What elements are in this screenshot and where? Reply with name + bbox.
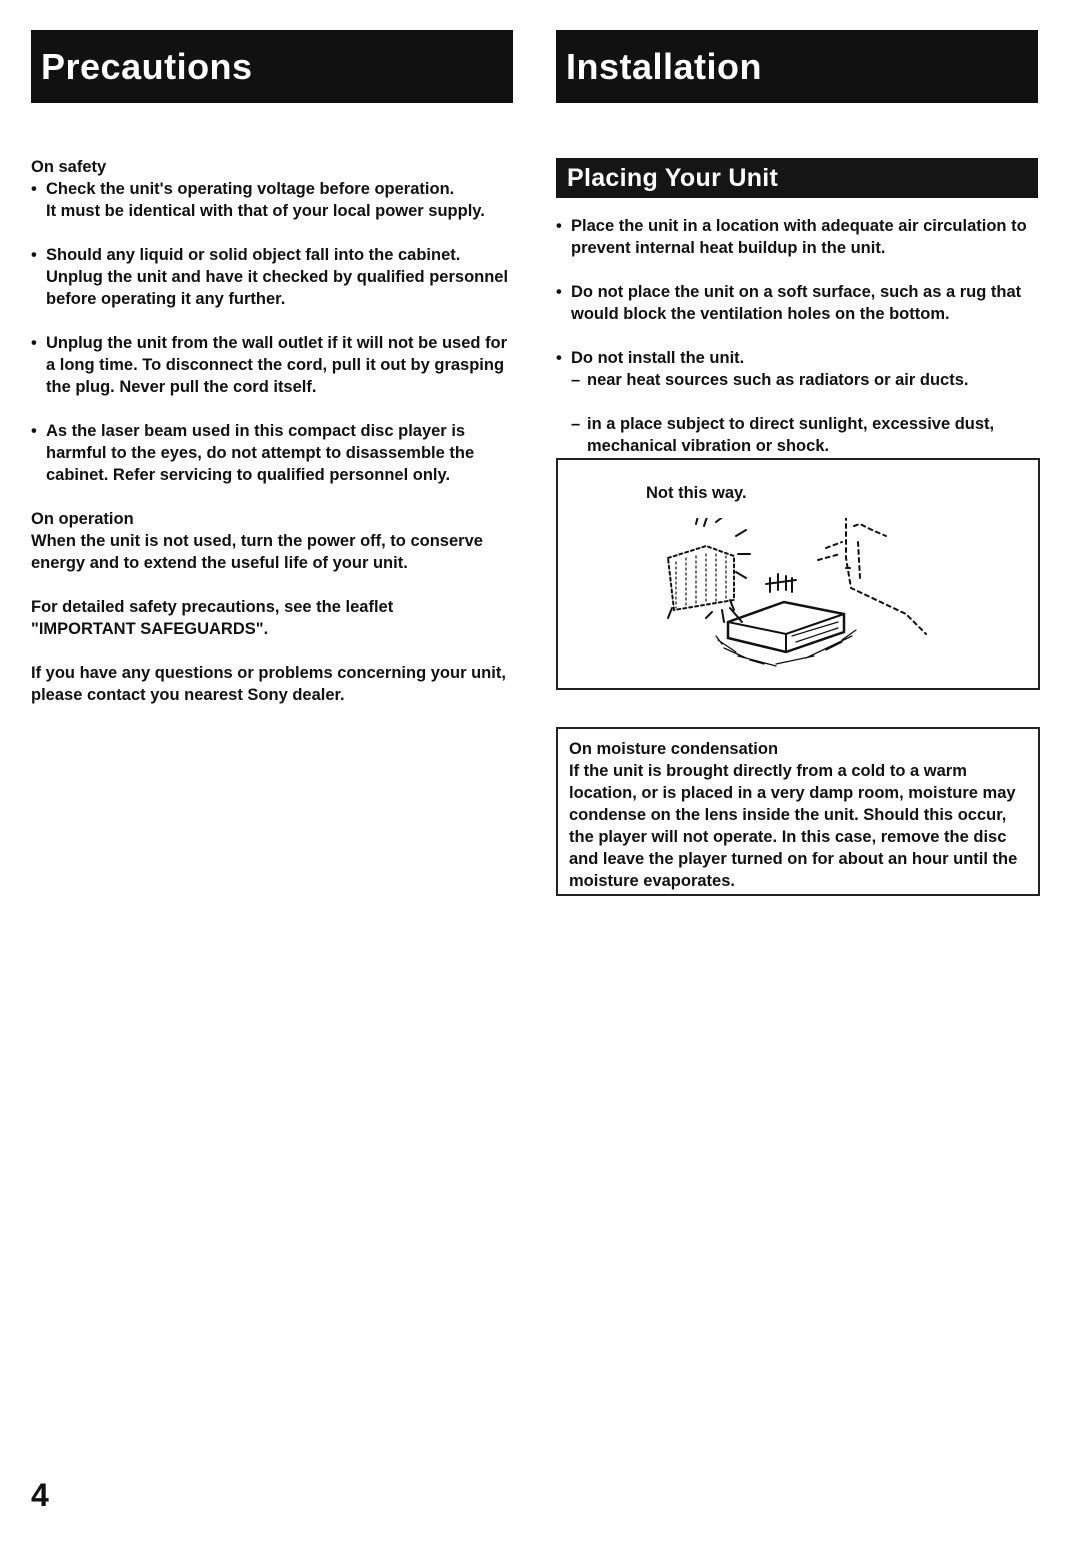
safety-item: • As the laser beam used in this compact disc player is harmful to the eyes, do not attempt to disassemble the cabinet. Refer servicing to qualified personnel only. — [31, 420, 513, 486]
placing-subitem: – near heat sources such as radiators or air ducts. — [571, 369, 1040, 391]
on-safety-heading: On safety — [31, 158, 107, 176]
placing-subitem: – in a place subject to direct sunlight, excessive dust, mechanical vibration or shock. — [571, 413, 1040, 457]
placing-list — [556, 215, 1040, 457]
on-operation-text: When the unit is not used, turn the power off, to conserve energy and to extend the useful life of your unit. — [31, 532, 483, 572]
placing-item — [556, 347, 1040, 457]
safety-item-line1: Check the unit's operating voltage before operation. — [46, 180, 455, 198]
placing-item-text: Do not install the unit. — [571, 349, 745, 367]
on-operation-heading: On operation — [31, 510, 134, 528]
moisture-heading: On moisture condensation — [569, 740, 779, 758]
precautions-title: Precautions — [31, 30, 513, 103]
placement-illustration — [646, 518, 936, 678]
installation-title: Installation — [556, 30, 1038, 103]
safety-item-line2: It must be identical with that of your local power supply. — [46, 202, 485, 220]
precautions-content — [31, 156, 513, 728]
safety-item: • Unplug the unit from the wall outlet if it will not be used for a long time. To disconnect the cord, pull it out by grasping the plug. Never pull the cord itself. — [31, 332, 513, 398]
contact-text: If you have any questions or problems concerning your unit, please contact you nearest Sony dealer. — [31, 664, 506, 704]
placing-sublist — [571, 369, 1040, 457]
unit-icon — [728, 574, 844, 652]
placing-item: • Do not place the unit on a soft surface, such as a rug that would block the ventilation holes on the bottom. — [556, 281, 1040, 325]
illustration-box — [556, 458, 1040, 690]
moisture-text: If the unit is brought directly from a cold to a warm location, or is placed in a very damp room, moisture may condense on the lens inside the unit. Should this occur, the player will not operate. In this case, remove the disc and leave the player turned on for about an hour until the moisture evaporates. — [569, 762, 1018, 890]
page-number: 4 — [31, 1477, 49, 1513]
radiator-icon — [668, 546, 734, 618]
safety-item — [31, 178, 513, 222]
safety-item: • Should any liquid or solid object fall into the cabinet. Unplug the unit and have it checked by qualified personnel before operating it any further. — [31, 244, 513, 310]
placing-your-unit-heading: Placing Your Unit — [556, 158, 1038, 198]
placing-item: • Place the unit in a location with adequate air circulation to prevent internal heat buildup in the unit. — [556, 215, 1040, 259]
placing-content — [556, 215, 1040, 479]
leaflet-text: For detailed safety precautions, see the leaflet "IMPORTANT SAFEGUARDS". — [31, 598, 394, 638]
safety-list — [31, 178, 513, 486]
illustration-caption: Not this way. — [646, 484, 747, 502]
moisture-box — [556, 727, 1040, 896]
